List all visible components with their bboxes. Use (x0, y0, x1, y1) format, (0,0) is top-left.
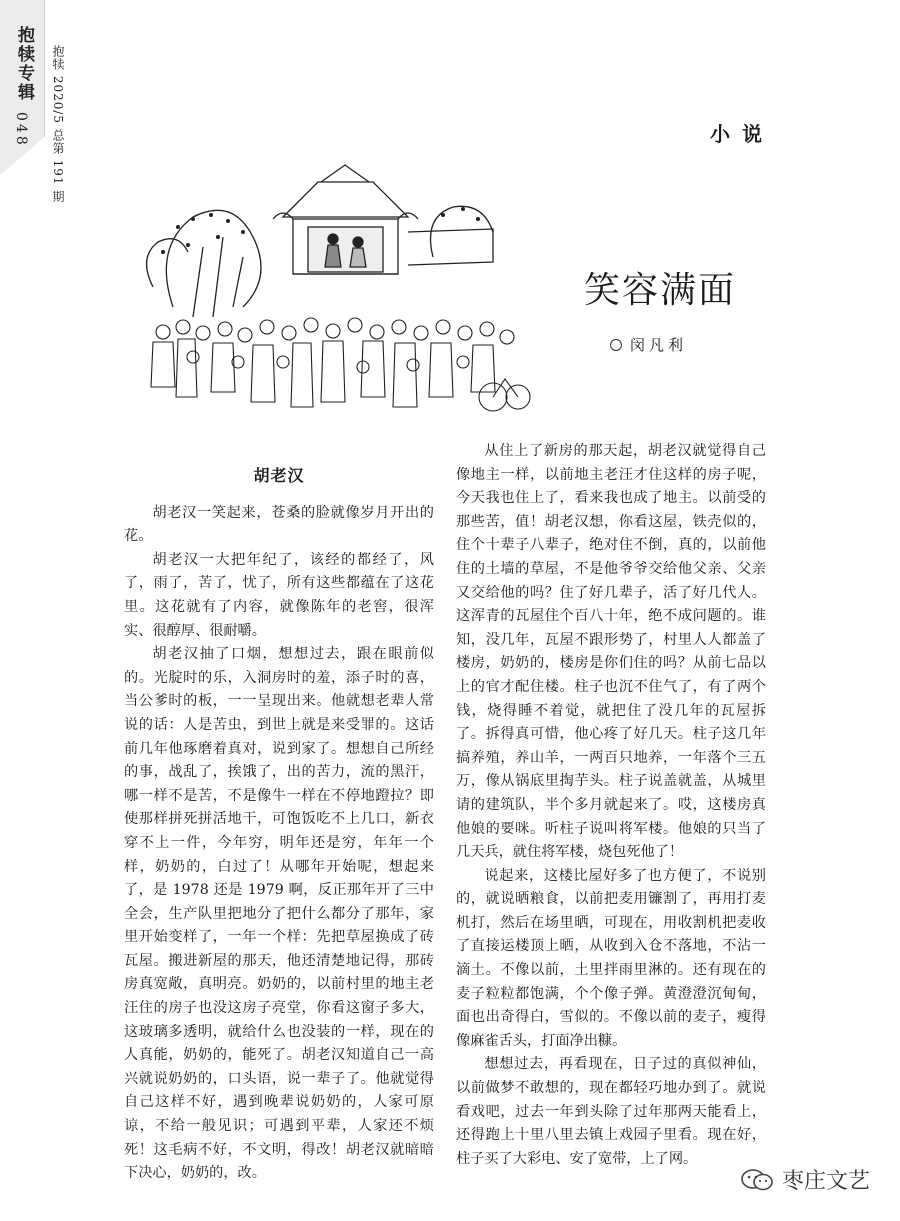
paragraph: 说起来，这楼比屋好多了也方便了，不说别的，就说晒粮食，以前把麦用镰割了，再用打麦机打，然后在场里晒，可现在，用收割机把麦收了直接运楼顶上晒，从收到入仓不落地，不沾一滴土。不像以前，土里拌雨里淋的。还有现在的麦子粒粒都饱满，个个像子弹。黄澄澄沉甸甸，面也出奇得白，雪似的。不像以前的麦子，瘦得像麻雀舌头，打面净出糠。 (456, 867, 766, 1049)
left-column (124, 464, 434, 1186)
village-opera-crowd-illustration (133, 157, 531, 419)
paragraph: 从住上了新房的那天起，胡老汉就觉得自己像地主一样，以前地主老汪才住这样的房子呢，今天我也住上了，看来我也成了地主。以前受的那些苦，值！胡老汉想，你看这屋，铁壳似的，住个十辈子八辈子，绝对住不倒，真的，以前他住的土墙的草屋，不是他爷爷交给他父亲、父亲又交给他的吗？住了好几辈子，活了好几代人。这浑青的瓦屋住个百八十年，绝不成问题的。谁知，没几年，瓦屋不跟形势了，村里人人都盖了楼房，奶奶的，楼房是你们住的吗？从前七品以上的官才配住楼。柱子也沉不住气了，有了两个钱，烧得睡不着觉，就把住了没几年的瓦屋拆了。拆得真可惜，他心疼了好几天。柱子这几年搞养殖，养山羊，一两百只地养，一年落个三五万，像从锅底里掏芋头。柱子说盖就盖，从城里请的建筑队，半个多月就起来了。哎，这楼房真他娘的要咪。听柱子说叫将军楼。他娘的只当了几天兵，就住将军楼，烧包死他了！ (456, 443, 766, 861)
paragraph: 胡老汉抽了口烟，想想过去，跟在眼前似的。光腚时的乐，入洞房时的羞，添子时的喜，当公爹时的板，一一呈现出来。他就想老辈人常说的话：人是苦虫，到世上就是来受罪的。这话前几年他琢磨着真对，说到家了。想想自己所经的事，战乱了，挨饿了，出的苦力，流的黑汗，哪一样不是苦，不是像牛一样在不停地蹬拉？即使那样拼死拼活地干，可饱饭吃不上几口，新衣穿不上一件，今年穷，明年还是穷，年年一个样，奶奶的，白过了！从哪年开始呢，想起来了，是 1978 还是 1979 啊，反正那年开了三中全会，生产队里把地分了把什么都分了那年，家里开始变样了，一年一个样：先把草屋换成了砖瓦屋。搬进新屋的那天，他还清楚地记得，那砖房真宽敞，真明亮。奶奶的，以前村里的地主老汪住的房子也没这房子亮堂，你看这窗子多大，这玻璃多透明，就给什么也没装的一样，现在的人真能，奶奶的，能死了。胡老汉知道自己一高兴就说奶奶的，口头语，说一辈子了。他就觉得自己这样不好，遇到晚辈说奶奶的，人家可原谅，不给一般见识；可遇到平辈，人家还不烦死！这毛病不好，不文明，得改！胡老汉就暗暗下决心，奶奶的，改。 (124, 646, 434, 1182)
author-name: 闵凡利 (630, 336, 688, 354)
page-number: 048 (13, 112, 29, 148)
source-watermark (740, 1164, 870, 1195)
issue-info: 抱犊 2020/5 总第 191 期 (51, 45, 65, 204)
paragraph: 胡老汉一大把年纪了，该经的都经了，风了，雨了，苦了，忧了，所有这些都蕴在了这花里。这花就有了内容，就像陈年的老窖，很浑实、很醇厚、很耐嚼。 (124, 551, 434, 639)
story-title: 笑容满面 (583, 270, 736, 311)
watermark-text: 枣庄文艺 (781, 1169, 870, 1194)
chapter-heading: 胡老汉 (253, 466, 305, 485)
column-name: 抱犊专辑 (14, 26, 34, 102)
paragraph: 胡老汉一笑起来，苍桑的脸就像岁月开出的花。 (124, 504, 434, 545)
paragraph: 想想过去，再看现在，日子过的真似神仙，以前做梦不敢想的，现在都轻巧地办到了。就说看戏吧，过去一年到头除了过年那两天能看上，还得跑上十里八里去镇上戏园子里看。现在好，柱子买了大彩电、安了宽带，上了网。 (456, 1056, 766, 1167)
author-line (610, 334, 687, 355)
wechat-icon (740, 1168, 774, 1192)
right-column (456, 440, 766, 1171)
bullet-circle-icon (610, 339, 622, 351)
section-label: 小说 (710, 122, 774, 146)
